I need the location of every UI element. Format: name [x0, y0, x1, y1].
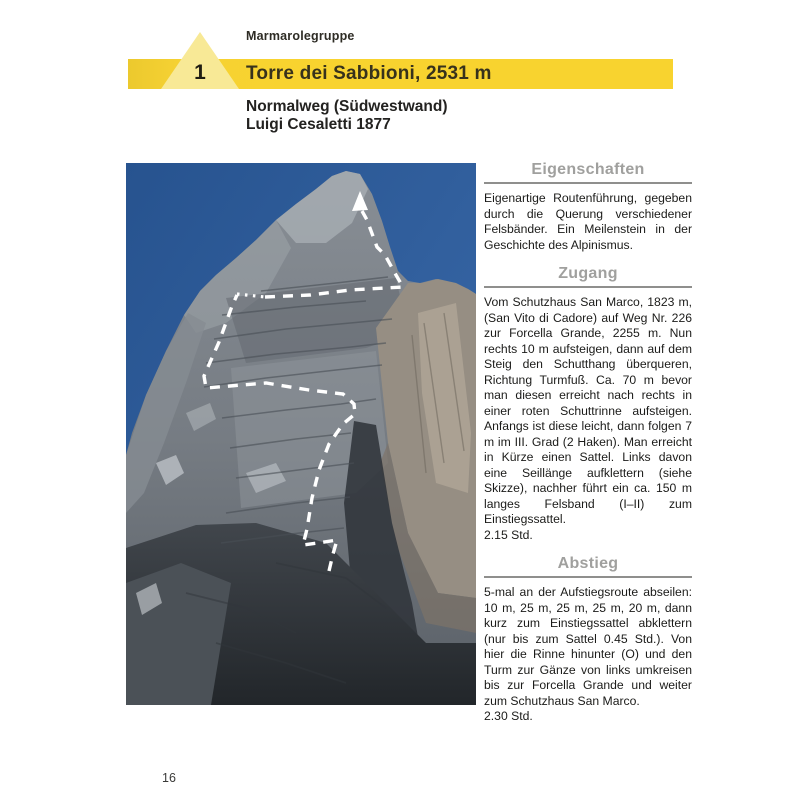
section-body: Vom Schutzhaus San Marco, 1823 m, (San Vito di Cadore) auf Weg Nr. 226 zur Forcella Grande, 2255 m. Nun rechts 10 m aufsteigen, dann auf dem Steig den Schutthang überqueren, Richtung Turmfuß. Ca. 70 m bevor man diesen erreicht nach rechts in einer roten Schuttrinne aufsteigen. Anfangs ist diese leicht, dann folgen 7 m im III. Grad (2 Haken). Man erreicht in Kürze einen Sattel. Links davon eine Seillänge aufklettern (siehe Skizze), nachher führt ein ca. 150 m langes Felsband (I–II) zum Einstiegssattel. [484, 295, 692, 526]
section-rule [484, 576, 692, 578]
first-ascent: Luigi Cesaletti 1877 [246, 115, 391, 133]
section-body: 5-mal an der Aufstiegsroute abseilen: 10 m, 25 m, 25 m, 25 m, 20 m, dann kurz zum Einstiegssattel abklettern (nur bis zum Sattel 0.45 Std.). Von hier die Rinne hinunter (O) und den Turm zur Gänze von links umkreisen bis zur Forcella Grande und weiter zum Schutzhaus San Marco. [484, 585, 692, 708]
section-heading: Eigenschaften [531, 161, 645, 178]
info-column [484, 161, 692, 737]
group-label: Marmarolegruppe [246, 29, 355, 43]
route-name: Normalweg (Südwestwand) [246, 98, 448, 115]
mountain-photo [126, 163, 476, 705]
section-duration: 2.30 Std. [484, 709, 533, 723]
section-body: Eigenartige Routenführung, gegeben durch die Querung verschiedener Felsbänder. Ein Meilenstein in der Geschichte des Alpinismus. [484, 191, 692, 252]
route-subtitle [246, 98, 448, 133]
section-rule [484, 182, 692, 184]
route-number: 1 [194, 61, 206, 84]
page-title: Torre dei Sabbioni, 2531 m [246, 63, 492, 84]
section-abstieg [484, 555, 692, 725]
section-heading: Zugang [558, 265, 618, 282]
page-number: 16 [162, 771, 176, 785]
section-heading: Abstieg [557, 555, 619, 572]
section-rule [484, 286, 692, 288]
section-duration: 2.15 Std. [484, 527, 533, 542]
section-eigenschaften [484, 161, 692, 253]
section-zugang [484, 265, 692, 543]
